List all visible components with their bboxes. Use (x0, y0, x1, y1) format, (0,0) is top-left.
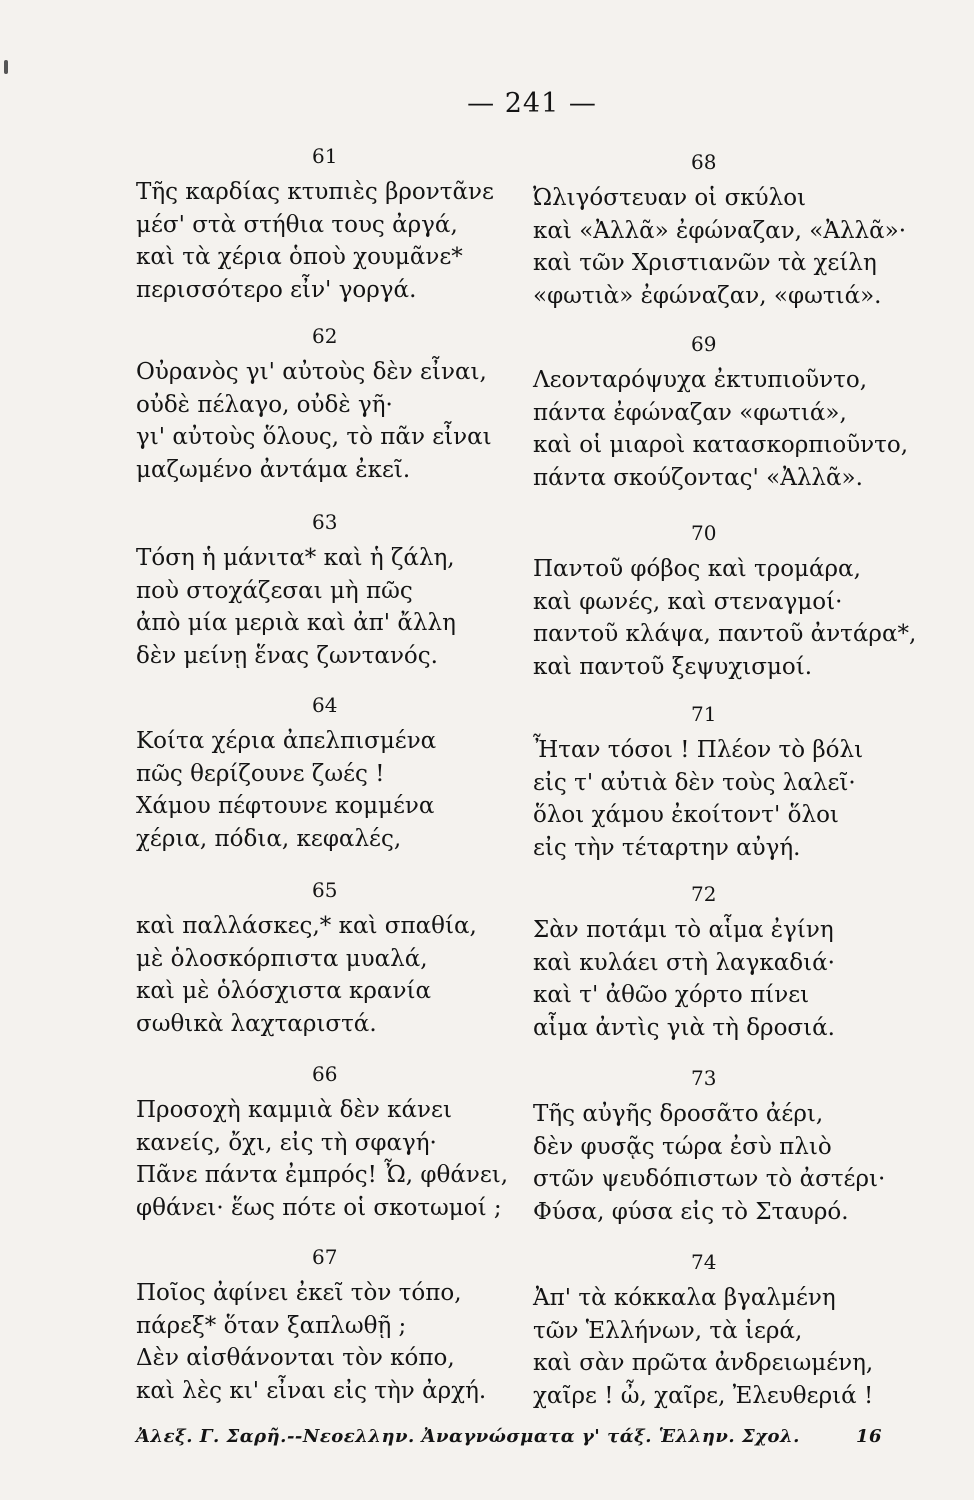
stanza (136, 878, 536, 1040)
verse-line: Ἦταν τόσοι ! Πλέον τὸ βόλι (533, 737, 864, 763)
stanza-number: 62 (312, 324, 338, 348)
stanza (136, 1245, 536, 1407)
verse-line: Δὲν αἰσθάνονται τὸν κόπο, (136, 1345, 455, 1371)
verse-line: ὅλοι χάμου ἐκοίτοντ' ὅλοι (533, 802, 839, 828)
verse-line: καὶ τῶν Χριστιανῶν τὰ χείλη (533, 250, 877, 276)
verse-line: πῶς θερίζουνε ζωές ! (136, 760, 385, 787)
verse-line: μέσ' στὰ στήθια τους ἀργά, (136, 211, 458, 238)
verse-line: Κοίτα χέρια ἀπελπισμένα (136, 728, 437, 754)
verse-line: πάρεξ* ὅταν ξαπλωθῇ ; (136, 1312, 407, 1339)
verse-line: χέρια, πόδια, κεφαλές, (136, 825, 402, 852)
stanza-number: 73 (691, 1066, 717, 1090)
verse-line: Πᾶνε πάντα ἐμπρός! Ὦ, φθάνει, (136, 1162, 509, 1188)
verse-line: περισσότερο εἶν' γοργά. (136, 276, 417, 303)
stanza (533, 882, 953, 1044)
verse-line: Παντοῦ φόβος καὶ τρομάρα, (533, 556, 861, 582)
verse-line: σωθικὰ λαχταριστά. (136, 1010, 377, 1037)
verse-line: Τόση ἡ μάνιτα* καὶ ἡ ζάλη, (136, 545, 455, 571)
stanza (136, 510, 536, 672)
stanza (533, 1250, 953, 1412)
verse-line: τῶν Ἑλλήνων, τὰ ἱερά, (533, 1317, 803, 1344)
stanza-number: 64 (312, 693, 338, 717)
stanza (136, 693, 536, 855)
verse-line: Ἀπ' τὰ κόκκαλα βγαλμένη (533, 1285, 836, 1311)
stanza (136, 144, 536, 306)
margin-mark (4, 60, 8, 74)
verse-line: καὶ μὲ ὁλόσχιστα κρανία (136, 978, 431, 1004)
verse-line: καὶ σὰν πρῶτα ἀνδρειωμένη, (533, 1350, 874, 1376)
stanza (533, 702, 953, 864)
verse-line: δὲν φυσᾷς τώρα ἐσὺ πλιὸ (533, 1133, 832, 1160)
verse-line: μὲ ὁλοσκόρπιστα μυαλά, (136, 945, 428, 972)
verse-line: οὐδὲ πέλαγο, οὐδὲ γῆ· (136, 391, 393, 418)
verse-line: ποὺ στοχάζεσαι μὴ πῶς (136, 577, 413, 604)
verse-line: Οὐρανὸς γι' αὐτοὺς δὲν εἶναι, (136, 359, 487, 385)
verse-line: καὶ παλλάσκες,* καὶ σπαθία, (136, 913, 477, 939)
stanza (533, 521, 953, 683)
verse-line: Τῆς καρδίας κτυπιὲς βροντᾶνε (136, 179, 494, 205)
stanza-number: 68 (691, 150, 717, 174)
verse-line: καὶ τ' ἀθῶο χόρτο πίνει (533, 982, 810, 1008)
stanza (533, 1066, 953, 1228)
signature-number: 16 (856, 1426, 883, 1447)
verse-line: παντοῦ κλάψα, παντοῦ ἀντάρα*, (533, 621, 917, 647)
verse-line: καὶ οἱ μιαροὶ κατασκορπιοῦντο, (533, 432, 909, 458)
verse-line: Χάμου πέφτουνε κομμένα (136, 793, 435, 819)
verse-line: Ποῖος ἀφίνει ἐκεῖ τὸν τόπο, (136, 1280, 462, 1306)
verse-line: δὲν μείνῃ ἕνας ζωντανός. (136, 642, 438, 669)
stanza (136, 324, 536, 486)
verse-line: φθάνει· ἕως πότε οἱ σκοτωμοί ; (136, 1194, 502, 1221)
page-number: — 241 — (467, 88, 597, 119)
stanza-number: 74 (691, 1250, 717, 1274)
stanza-number: 67 (312, 1245, 338, 1269)
stanza-number: 65 (312, 878, 338, 902)
verse-line: καὶ κυλάει στὴ λαγκαδιά· (533, 949, 835, 976)
verse-line: εἰς τὴν τέταρτην αὐγή. (533, 834, 801, 861)
verse-line: κανείς, ὄχι, εἰς τὴ σφαγή· (136, 1129, 437, 1156)
verse-line: χαῖρε ! ὦ, χαῖρε, Ἐλευθεριά ! (533, 1382, 874, 1409)
stanza-number: 63 (312, 510, 338, 534)
verse-line: πάντα σκούζοντας' «Ἀλλᾶ». (533, 464, 863, 491)
verse-line: ἀπὸ μία μεριὰ καὶ ἀπ' ἄλλη (136, 610, 456, 636)
stanza-number: 66 (312, 1062, 338, 1086)
verse-line: «φωτιὰ» ἐφώναζαν, «φωτιά». (533, 282, 882, 309)
footer (136, 1426, 896, 1447)
stanza-number: 61 (312, 144, 338, 168)
stanza (136, 1062, 536, 1224)
footer-text: Ἀλεξ. Γ. Σαρῆ.--Νεοελλην. Ἀναγνώσματα γ' τάξ. Ἑλλην. Σχολ. (136, 1426, 800, 1447)
stanza-number: 71 (691, 702, 717, 726)
verse-line: καὶ «Ἀλλᾶ» ἐφώναζαν, «Ἀλλᾶ»· (533, 217, 907, 244)
stanza (533, 150, 953, 312)
stanza-number: 70 (691, 521, 717, 545)
verse-line: αἷμα ἀντὶς γιὰ τὴ δροσιά. (533, 1014, 835, 1041)
verse-line: στῶν ψευδόπιστων τὸ ἀστέρι· (533, 1166, 886, 1192)
verse-line: καὶ τὰ χέρια ὁποὺ χουμᾶνε* (136, 244, 463, 270)
verse-line: καὶ λὲς κι' εἶναι εἰς τὴν ἀρχή. (136, 1377, 487, 1404)
verse-line: Σὰν ποτάμι τὸ αἷμα ἐγίνη (533, 917, 834, 943)
verse-line: Φύσα, φύσα εἰς τὸ Σταυρό. (533, 1198, 849, 1225)
verse-line: μαζωμένο ἀντάμα ἐκεῖ. (136, 456, 411, 483)
verse-line: Προσοχὴ καμμιὰ δὲν κάνει (136, 1097, 452, 1123)
verse-line: Ὠλιγόστευαν οἱ σκύλοι (533, 185, 807, 211)
verse-line: γι' αὐτοὺς ὅλους, τὸ πᾶν εἶναι (136, 424, 492, 450)
verse-line: Τῆς αὐγῆς δροσᾶτο ἀέρι, (533, 1101, 824, 1127)
stanza (533, 332, 953, 494)
verse-line: καὶ παντοῦ ξεψυχισμοί. (533, 653, 813, 680)
stanza-number: 69 (691, 332, 717, 356)
verse-line: καὶ φωνές, καὶ στεναγμοί· (533, 588, 843, 615)
verse-line: εἰς τ' αὐτιὰ δὲν τοὺς λαλεῖ· (533, 769, 856, 796)
verse-line: Λεονταρόψυχα ἐκτυπιοῦντο, (533, 367, 868, 393)
verse-line: πάντα ἐφώναζαν «φωτιά», (533, 399, 847, 426)
stanza-number: 72 (691, 882, 717, 906)
